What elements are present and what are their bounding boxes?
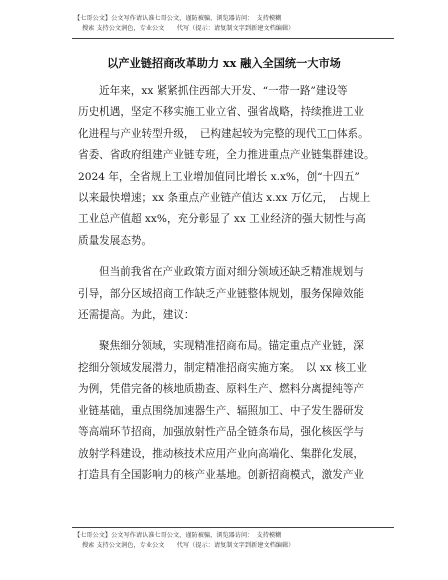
page-footer: [74, 531, 394, 551]
footer-line-1: 【七哥公文】公文写作请认准七哥公文，谨防被骗，浏览器访问： 支持模糊: [74, 532, 282, 539]
text-line: 打造具有全国影响力的核产业基地。创新招商模式，激发产业: [78, 468, 365, 481]
document-title: 以产业链招商改革助力 xx 融入全国统一大市场: [107, 56, 341, 70]
footer-divider: [72, 527, 394, 528]
text-line: 化进程与产业转型升级， 已构建起较为完整的现代工□体系。: [78, 127, 369, 140]
text-line: 等高端环节招商，加强放射性产品全链条布局，强化核医学与: [78, 426, 365, 439]
text-line: 为例，凭借完备的核地质勘查、原料生产、燃料分离提纯等产: [78, 383, 365, 396]
page-header: [74, 14, 394, 34]
text-line: 聚焦细分领域，实现精准招商布局。锚定重点产业链，深: [99, 340, 364, 353]
paragraph-proposal: [78, 336, 390, 486]
text-line: 历史机遇，坚定不移实施工业立省、强省战略，持续推进工业: [78, 106, 365, 119]
text-line: 引导，部分区域招商工作缺乏产业链整体规划，服务保障效能: [78, 287, 365, 300]
header-line-2: 搜索 支持公文润色，专业公文 代写（提示：请复制文字到新建文档编辑）: [82, 25, 295, 32]
header-line-1: 【七哥公文】公文写作请认准七哥公文，谨防被骗，浏览器访问： 支持模糊: [74, 15, 282, 22]
paragraph-problem: [78, 262, 390, 326]
header-divider: [72, 38, 394, 39]
footer-line-2: 搜索 支持公文润色，专业公文 代写（提示：请复制文字到新建文档编辑）: [82, 542, 295, 549]
text-line: 业链基础，重点围绕加速器生产、辐照加工、中子发生器研发: [78, 404, 365, 417]
text-line: 但当前我省在产业政策方面对细分领域还缺乏精准规划与: [99, 266, 364, 279]
text-line: 质量发展态势。: [78, 234, 153, 247]
text-line: 挖细分领域发展潜力，制定精准招商实施方案。 以 xx 核工业: [78, 361, 367, 374]
text-line: 近年来，xx 紧紧抓住西部大开发、“一带一路”建设等: [99, 85, 348, 97]
paragraph-intro: [78, 81, 390, 252]
text-line: 2024 年，全省规上工业增加值同比增长 x.x%，创“十四五”: [78, 170, 360, 183]
text-line: 工业总产值超 xx%，充分彰显了 xx 工业经济的强大韧性与高: [78, 213, 366, 226]
document-body: [78, 81, 390, 486]
text-line: 还需提高。为此，建议：: [78, 309, 195, 322]
text-line: 以来最快增速；xx 条重点产业链产值达 x.xx 万亿元， 占规上: [78, 192, 371, 205]
text-line: 放射学科建设，推动核技术应用产业向高端化、集群化发展，: [78, 447, 365, 460]
text-line: 省委、省政府组建产业链专班，全力推进重点产业链集群建设。: [78, 149, 375, 162]
